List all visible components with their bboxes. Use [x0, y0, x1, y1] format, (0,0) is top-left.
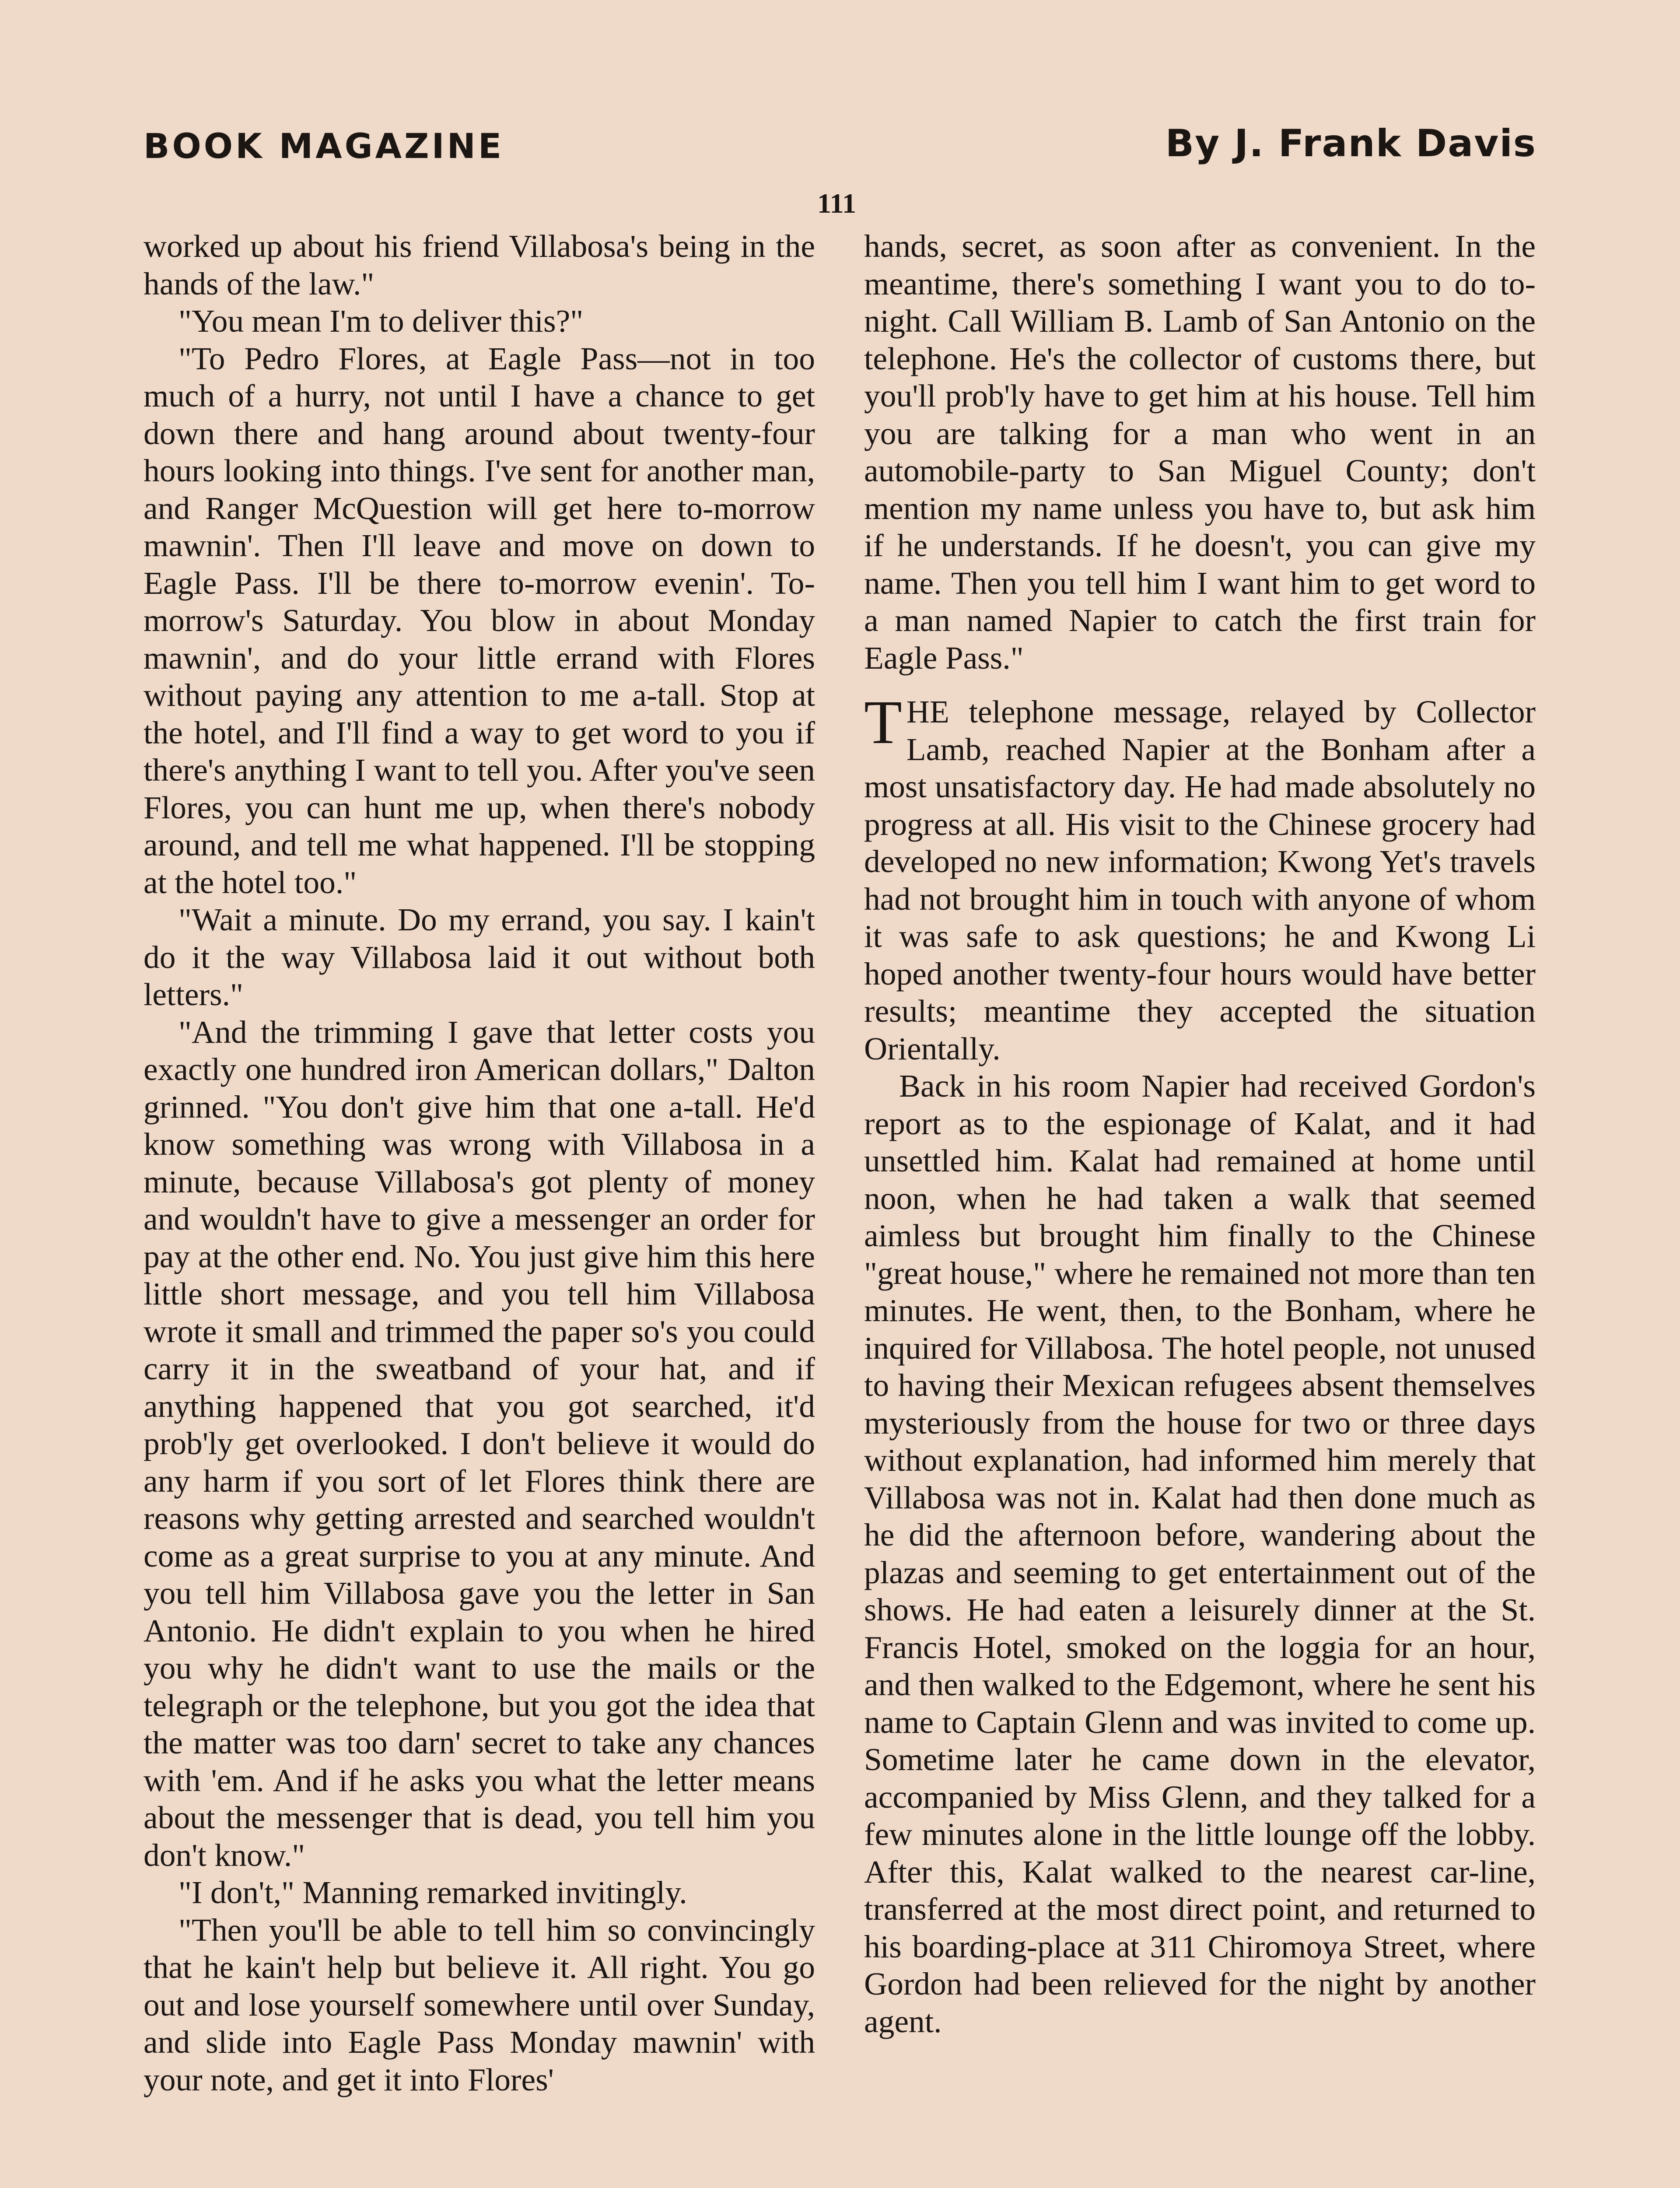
left-column: [144, 228, 815, 2098]
paragraph: "You mean I'm to deliver this?": [178, 303, 584, 339]
paragraph: "To Pedro Flores, at Eagle Pass—not in too much of a hurry, not until I have a chance to get down there and hang around about twenty-four hours looking into things. I've sent for another man, and Ranger McQuestion will get here to-morrow mawnin'. Then I'll leave and move on down to Eagle Pass. I'll be there to-morrow evenin'. To-morrow's Saturday. You blow in about Monday mawnin', and do your little errand with Flores without paying any attention to me a-tall. Stop at the hotel, and I'll find a way to get word to you if there's anything I want to tell you. After you've seen Flores, you can hunt me up, when there's nobody around, and tell me what happened. I'll be stopping at the hotel too.": [144, 340, 815, 900]
paragraph: "Then you'll be able to tell him so convincingly that he kain't help but believe it. All right. You go out and lose yourself somewhere until over Sunday, and slide into Eagle Pass Monday mawnin' with your note, and get it into Flores': [144, 1912, 815, 2097]
paragraph: Back in his room Napier had received Gordon's report as to the espionage of Kalat, and it had unsettled him. Kalat had remained at home until noon, when he had taken a walk that seemed aimless but brought him finally to the Chinese "great house," where he remained not more than ten minutes. He went, then, to the Bonham, where he inquired for Villabosa. The hotel people, not unused to having their Mexican refugees absent themselves mysteriously from the house for two or three days without explanation, had informed him merely that Villabosa was not in. Kalat had then done much as he did the afternoon before, wandering about the plazas and seeming to get entertainment out of the shows. He had eaten a leisurely dinner at the St. Francis Hotel, smoked on the loggia for an hour, and then walked to the Edgemont, where he sent his name to Captain Glenn and was invited to come up. Sometime later he came down in the elevator, accompanied by Miss Glenn, and they talked for a few minutes alone in the little lounge off the lobby. After this, Kalat walked to the nearest car-line, transferred at the most direct point, and returned to his boarding-place at 311 Chiromoya Street, where Gordon had been relieved for the night by another agent.: [864, 1068, 1536, 2039]
paragraph: "I don't," Manning remarked invitingly.: [178, 1875, 687, 1910]
author-byline: By J. Frank Davis: [1165, 122, 1536, 165]
section-opening-paragraph: [864, 687, 1536, 1067]
paragraph: "Wait a minute. Do my errand, you say. I kain't do it the way Villabosa laid it out without both letters.": [144, 902, 815, 1012]
section-text: HE telephone message, relayed by Collector Lamb, reached Napier at the Bonham after a most unsatisfactory day. He had made absolutely no progress at all. His visit to the Chinese grocery had developed no new information; Kwong Yet's travels had not brought him in touch with anyone of whom it was safe to ask questions; he and Kwong Li hoped another twenty-four hours would have better results; meantime they accepted the situation Orientally.: [864, 694, 1536, 1066]
magazine-title: BOOK MAGAZINE: [144, 127, 504, 166]
paragraph: hands, secret, as soon after as convenient. In the meantime, there's something I want you to do to-night. Call William B. Lamb of San Antonio on the telephone. He's the collector of customs there, but you'll prob'ly have to get him at his house. Tell him you are talking for a man who went in an automobile-party to San Miguel County; don't mention my name unless you have to, but ask him if he understands. If he doesn't, you can give my name. Then you tell him I want him to get word to a man named Napier to catch the first train for Eagle Pass.": [864, 228, 1536, 676]
paragraph: "And the trimming I gave that letter costs you exactly one hundred iron American dollars," Dalton grinned. "You don't give him that one a-tall. He'd know something was wrong with Villabosa in a minute, because Villabosa's got plenty of money and wouldn't have to give a messenger an order for pay at the other end. No. You just give him this here little short message, and you tell him Villabosa wrote it small and trimmed the paper so's you could carry it in the sweatband of your hat, and if anything happened that you got searched, it'd prob'ly get overlooked. I don't believe it would do any harm if you sort of let Flores think there are reasons why getting arrested and searched wouldn't come as a great surprise to you at any minute. And you tell him Villabosa gave you the letter in San Antonio. He didn't explain to you when he hired you why he didn't want to use the mails or the telegraph or the telephone, but you got the idea that the matter was too darn' secret to take any chances with 'em. And if he asks you what the letter means about the messenger that is dead, you tell him you don't know.": [144, 1014, 815, 1873]
paragraph: worked up about his friend Villabosa's being in the hands of the law.": [144, 228, 815, 302]
page-number: 111: [817, 188, 856, 219]
drop-cap: T: [864, 687, 902, 757]
right-column: [864, 228, 1536, 2040]
page-header: [144, 122, 1536, 179]
